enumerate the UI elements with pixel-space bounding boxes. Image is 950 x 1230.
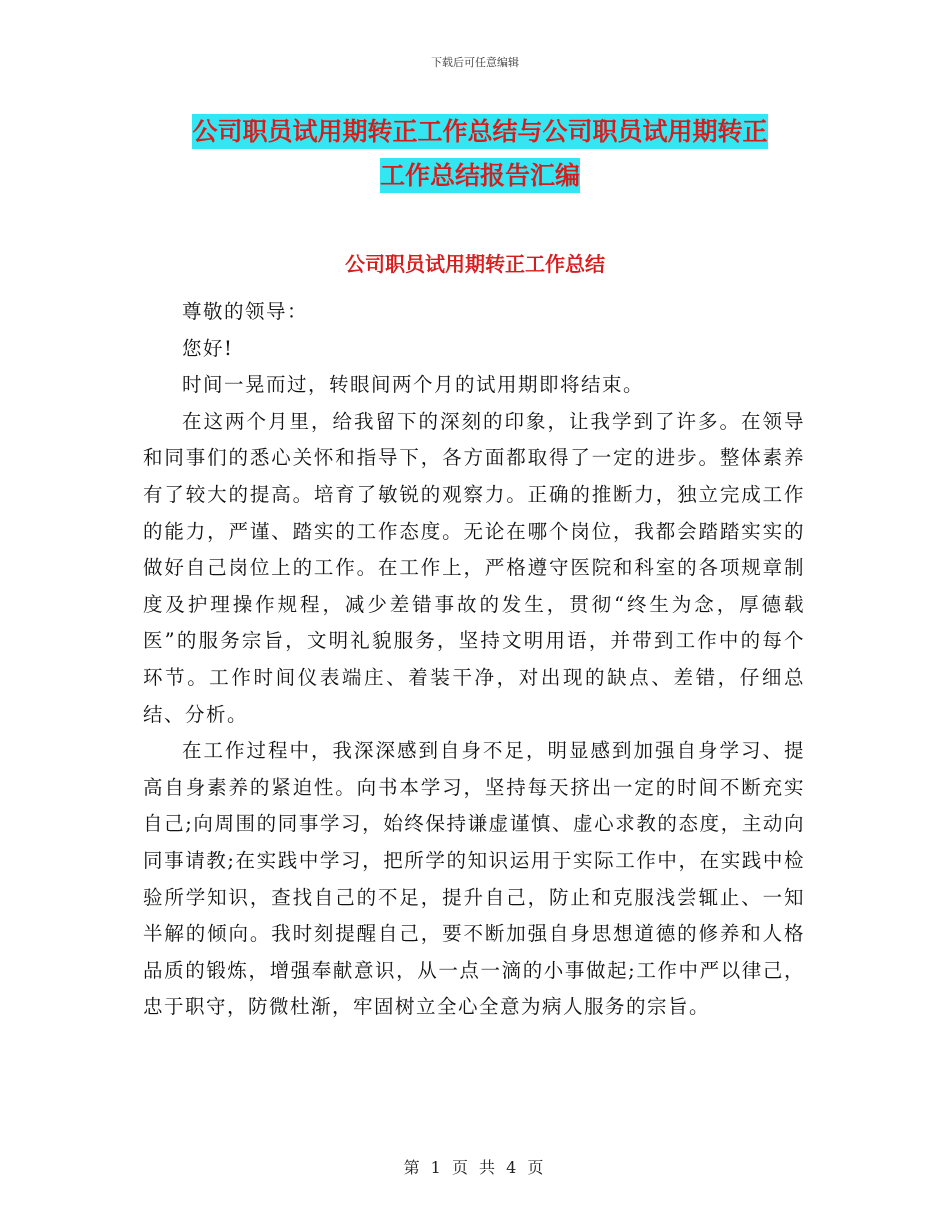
document-title (140, 110, 820, 198)
greeting: 您好! (182, 336, 234, 360)
paragraph: 在这两个月里，给我留下的深刻的印象，让我学到了许多。在领导和同事们的悉心关怀和指导下，各方面都取得了一定的进步。整体素养有了较大的提高。培育了敏锐的观察力。正确的推断力，独立完成工作的能力，严谨、踏实的工作态度。无论在哪个岗位，我都会踏踏实实的做好自己岗位上的工作。在工作上，严格遵守医院和科室的各项规章制度及护理操作规程，减少差错事故的发生，贯彻“终生为念，厚德载医”的服务宗旨，文明礼貌服务，坚持文明用语，并带到工作中的每个环节。工作时间仪表端庄、着装干净，对出现的缺点、差错，仔细总结、分析。 (143, 409, 805, 726)
page-number-footer: 第 1 页 共 4 页 (403, 1158, 547, 1177)
document-body (143, 294, 805, 1026)
paragraph: 时间一晃而过，转眼间两个月的试用期即将结束。 (182, 373, 645, 397)
header-note: 下载后可任意编辑 (431, 56, 519, 69)
section-title: 公司职员试用期转正工作总结 (345, 252, 605, 276)
document-title-line-2: 工作总结报告汇编 (380, 158, 580, 193)
paragraph: 在工作过程中，我深深感到自身不足，明显感到加强自身学习、提高自身素养的紧迫性。向书本学习，坚持每天挤出一定的时间不断充实自己;向周围的同事学习，始终保持谦虚谨慎、虚心求教的态度，主动向同事请教;在实践中学习，把所学的知识运用于实际工作中，在实践中检验所学知识，查找自己的不足，提升自己，防止和克服浅尝辄止、一知半解的倾向。我时刻提醒自己，要不断加强自身思想道德的修养和人格品质的锻炼，增强奉献意识，从一点一滴的小事做起;工作中严以律己，忠于职守，防微杜渐，牢固树立全心全意为病人服务的宗旨。 (143, 739, 805, 1019)
salutation: 尊敬的领导： (182, 300, 309, 323)
document-title-line-1: 公司职员试用期转正工作总结与公司职员试用期转正 (192, 114, 767, 149)
